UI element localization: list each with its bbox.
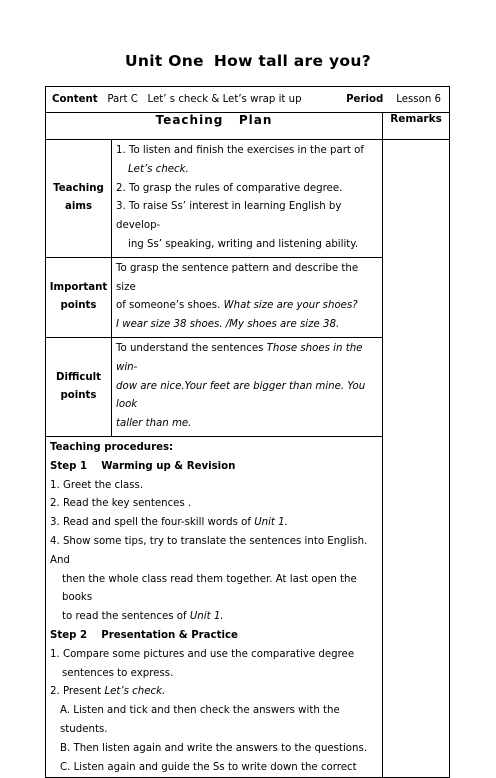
- content-row: [46, 87, 450, 113]
- period-label: Period: [346, 94, 384, 105]
- important-label: Important points: [46, 257, 112, 337]
- remarks-column: [383, 140, 450, 778]
- content-label: Content: [52, 94, 98, 105]
- difficult-content: To understand the sentences Those shoes in the win- dow are nice.Your feet are bigger than mine. You look taller than me.: [112, 337, 383, 436]
- aim-3-cont: ing Ss’ speaking, writing and listening ability.: [128, 238, 359, 250]
- important-content: To grasp the sentence pattern and describe the size of someone’s shoes. What size are your shoes? I wear size 38 shoes. /My shoes are size 38.: [112, 257, 383, 337]
- content-value: Part C Let’ s check & Let’s wrap it up: [107, 94, 302, 105]
- page-title: [0, 52, 496, 70]
- period-value: Lesson 6: [396, 94, 442, 105]
- difficult-label: Difficult points: [46, 337, 112, 436]
- aims-content: [112, 140, 383, 258]
- procedures-content: Teaching procedures: Step 1 Warming up & Revision 1. Greet the class. 2. Read the key sentences . 3. Read and spell the four-skill words of Unit 1. 4. Show some tips, try to translate the sentences into English. And then the whole class read them together. At last open the books to read the sentences of Unit 1. Step 2 Presentation & Practice 1. Compare some pictures and use the comparative degree sentences to express. 2. Present Let’s check. A. Listen and tick and then check the answers with the students. B. Then listen again and write the answers to the questions. C. Listen again and guide the Ss to write down the correct: [46, 436, 383, 777]
- aim-1-cont: Let’s check.: [128, 163, 189, 175]
- plan-title: Teaching Plan: [46, 113, 383, 140]
- title-unit: Unit One: [125, 52, 204, 70]
- procedures-heading: Teaching procedures:: [50, 441, 174, 453]
- step-1-heading: Step 1 Warming up & Revision: [50, 460, 236, 472]
- aim-2: 2. To grasp the rules of comparative degree.: [116, 182, 343, 194]
- title-question: How tall are you?: [213, 52, 371, 70]
- aims-row: [46, 140, 450, 258]
- aim-3: 3. To raise Ss’ interest in learning English by develop-: [116, 201, 342, 232]
- aims-label: Teaching aims: [46, 140, 112, 258]
- step-2-heading: Step 2 Presentation & Practice: [50, 629, 238, 641]
- teaching-plan-table: [45, 86, 450, 778]
- header-row: [46, 113, 450, 140]
- aim-1: 1. To listen and finish the exercises in the part of: [116, 145, 364, 156]
- remarks-header: Remarks: [383, 113, 450, 140]
